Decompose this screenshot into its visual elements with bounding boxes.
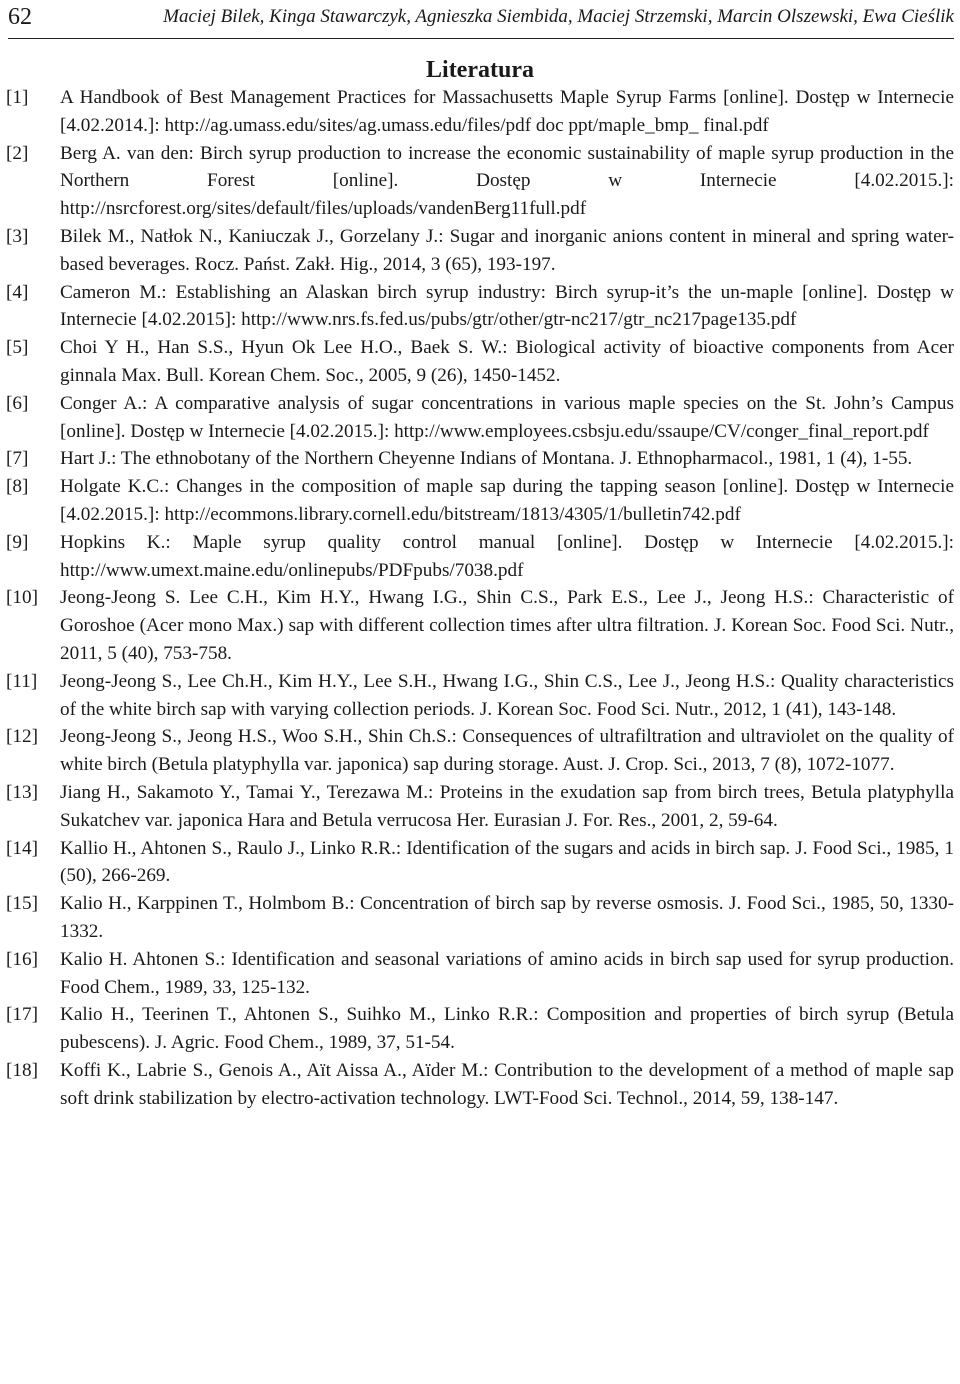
reference-text: Jiang H., Sakamoto Y., Tamai Y., Terezawa M.: Proteins in the exudation sap from birch trees, Betula platyphylla Sukatchev var. japonica Hara and Betula verrucosa Her. Eurasian J. For. Res., 2001, 2, 59-64. bbox=[60, 781, 954, 831]
page-number: 62 bbox=[8, 4, 32, 30]
reference-number: [9] bbox=[6, 531, 29, 553]
reference-text: Kalio H., Karppinen T., Holmbom B.: Concentration of birch sap by reverse osmosis. J. Food Sci., 1985, 50, 1330-1332. bbox=[60, 893, 954, 942]
reference-item bbox=[6, 584, 954, 667]
reference-text: Cameron M.: Establishing an Alaskan birch syrup industry: Birch syrup-it’s the un-maple [online]. Dostęp w Internecie [4.02.2015]: http://www.nrs.fs.fed.us/pubs/gtr/other/gtr-nc217/gtr_nc217page135.pdf bbox=[60, 281, 954, 331]
reference-number: [2] bbox=[6, 142, 29, 164]
reference-item bbox=[6, 1001, 954, 1057]
header-rule bbox=[8, 38, 954, 39]
reference-text: Holgate K.C.: Changes in the composition of maple sap during the tapping season [online]. Dostęp w Internecie [4.02.2015.]: http://ecommons.library.cornell.edu/bitstream/1813/4305/1/bulletin742.pdf bbox=[60, 476, 954, 525]
reference-number: [3] bbox=[6, 225, 29, 247]
reference-text: Hart J.: The ethnobotany of the Northern Cheyenne Indians of Montana. J. Ethnopharmacol., 1981, 1 (4), 1-55. bbox=[60, 448, 913, 470]
reference-item bbox=[6, 668, 954, 724]
reference-number: [7] bbox=[6, 448, 29, 470]
reference-text: Bilek M., Natłok N., Kaniuczak J., Gorzelany J.: Sugar and inorganic anions content in mineral and spring water-based beverages. Rocz. Państ. Zakł. Hig., 2014, 3 (65), 193-197. bbox=[60, 225, 954, 275]
reference-item bbox=[6, 890, 954, 946]
reference-number: [4] bbox=[6, 281, 29, 303]
reference-text: Jeong-Jeong S., Jeong H.S., Woo S.H., Shin Ch.S.: Consequences of ultrafiltration and ultraviolet on the quality of white birch (Betula platyphylla var. japonica) sap during storage. Aust. J. Crop. Sci., 2013, 7 (8), 1072-1077. bbox=[60, 726, 954, 776]
reference-item bbox=[6, 334, 954, 390]
reference-number: [5] bbox=[6, 337, 29, 359]
reference-text: Conger A.: A comparative analysis of sugar concentrations in various maple species on the St. John’s Campus [online]. Dostęp w Internecie [4.02.2015.]: http://www.employees.csbsju.edu/ssaupe/CV/conger_final_report.pdf bbox=[60, 392, 954, 442]
reference-item bbox=[6, 223, 954, 279]
reference-item bbox=[6, 835, 954, 891]
reference-number: [16] bbox=[6, 948, 38, 970]
reference-number: [18] bbox=[6, 1059, 38, 1081]
reference-item bbox=[6, 529, 954, 585]
reference-number: [6] bbox=[6, 392, 29, 414]
reference-item bbox=[6, 140, 954, 223]
reference-number: [10] bbox=[6, 587, 38, 609]
reference-item bbox=[6, 473, 954, 529]
reference-item bbox=[6, 723, 954, 779]
reference-item bbox=[6, 445, 954, 473]
reference-text: Jeong-Jeong S. Lee C.H., Kim H.Y., Hwang I.G., Shin C.S., Park E.S., Lee J., Jeong H.S.: Characteristic of Goroshoe (Acer mono Max.) sap with different collection times after ultra filtration. J. Korean Soc. Food Sci. Nutr., 2011, 5 (40), 753-758. bbox=[60, 587, 954, 664]
reference-list bbox=[6, 84, 954, 1112]
running-head-authors: Maciej Bilek, Kinga Stawarczyk, Agnieszka Siembida, Maciej Strzemski, Marcin Olszewski, Ewa Cieślik bbox=[163, 6, 954, 27]
reference-number: [15] bbox=[6, 893, 38, 915]
reference-number: [13] bbox=[6, 781, 38, 803]
reference-text: A Handbook of Best Management Practices for Massachusetts Maple Syrup Farms [online]. Dostęp w Internecie [4.02.2014.]: http://ag.umass.edu/sites/ag.umass.edu/files/pdf doc ppt/maple_bmp_ final.pdf bbox=[60, 87, 954, 136]
page-header bbox=[8, 0, 954, 38]
reference-number: [8] bbox=[6, 476, 29, 498]
reference-text: Koffi K., Labrie S., Genois A., Aït Aissa A., Aïder M.: Contribution to the development of a method of maple sap soft drink stabilization by electro-activation technology. LWT-Food Sci. Technol., 2014, 59, 138-147. bbox=[60, 1059, 954, 1109]
reference-text: Kallio H., Ahtonen S., Raulo J., Linko R.R.: Identification of the sugars and acids in birch sap. J. Food Sci., 1985, 1 (50), 266-269. bbox=[60, 837, 954, 887]
reference-item bbox=[6, 390, 954, 446]
reference-text: Berg A. van den: Birch syrup production to increase the economic sustainability of maple syrup production in the Northern Forest [online]. Dostęp w Internecie [4.02.2015.]: http://nsrcforest.org/sites/default/files/uploads/vandenBerg11full.pdf bbox=[60, 142, 954, 220]
reference-number: [14] bbox=[6, 837, 38, 859]
reference-text: Kalio H., Teerinen T., Ahtonen S., Suihko M., Linko R.R.: Composition and properties of birch syrup (Betula pubescens). J. Agric. Food Chem., 1989, 37, 51-54. bbox=[60, 1004, 954, 1054]
reference-text: Jeong-Jeong S., Lee Ch.H., Kim H.Y., Lee S.H., Hwang I.G., Shin C.S., Lee J., Jeong H.S.: Quality characteristics of the white birch sap with varying collection periods. J. Korean Soc. Food Sci. Nutr., 2012, 1 (41), 143-148. bbox=[60, 670, 954, 720]
reference-number: [12] bbox=[6, 726, 38, 748]
reference-item bbox=[6, 779, 954, 835]
reference-item bbox=[6, 279, 954, 335]
reference-number: [11] bbox=[6, 670, 38, 692]
reference-text: Hopkins K.: Maple syrup quality control manual [online]. Dostęp w Internecie [4.02.2015.]: http://www.umext.maine.edu/onlinepubs/PDFpubs/7038.pdf bbox=[60, 531, 954, 581]
reference-text: Choi Y H., Han S.S., Hyun Ok Lee H.O., Baek S. W.: Biological activity of bioactive components from Acer ginnala Max. Bull. Korean Chem. Soc., 2005, 9 (26), 1450-1452. bbox=[60, 337, 954, 386]
reference-number: [1] bbox=[6, 87, 29, 108]
reference-item bbox=[6, 1057, 954, 1113]
reference-item bbox=[6, 84, 954, 140]
reference-text: Kalio H. Ahtonen S.: Identification and seasonal variations of amino acids in birch sap used for syrup production. Food Chem., 1989, 33, 125-132. bbox=[60, 948, 954, 998]
reference-item bbox=[6, 946, 954, 1002]
reference-number: [17] bbox=[6, 1004, 38, 1026]
section-title: Literatura bbox=[426, 57, 534, 83]
